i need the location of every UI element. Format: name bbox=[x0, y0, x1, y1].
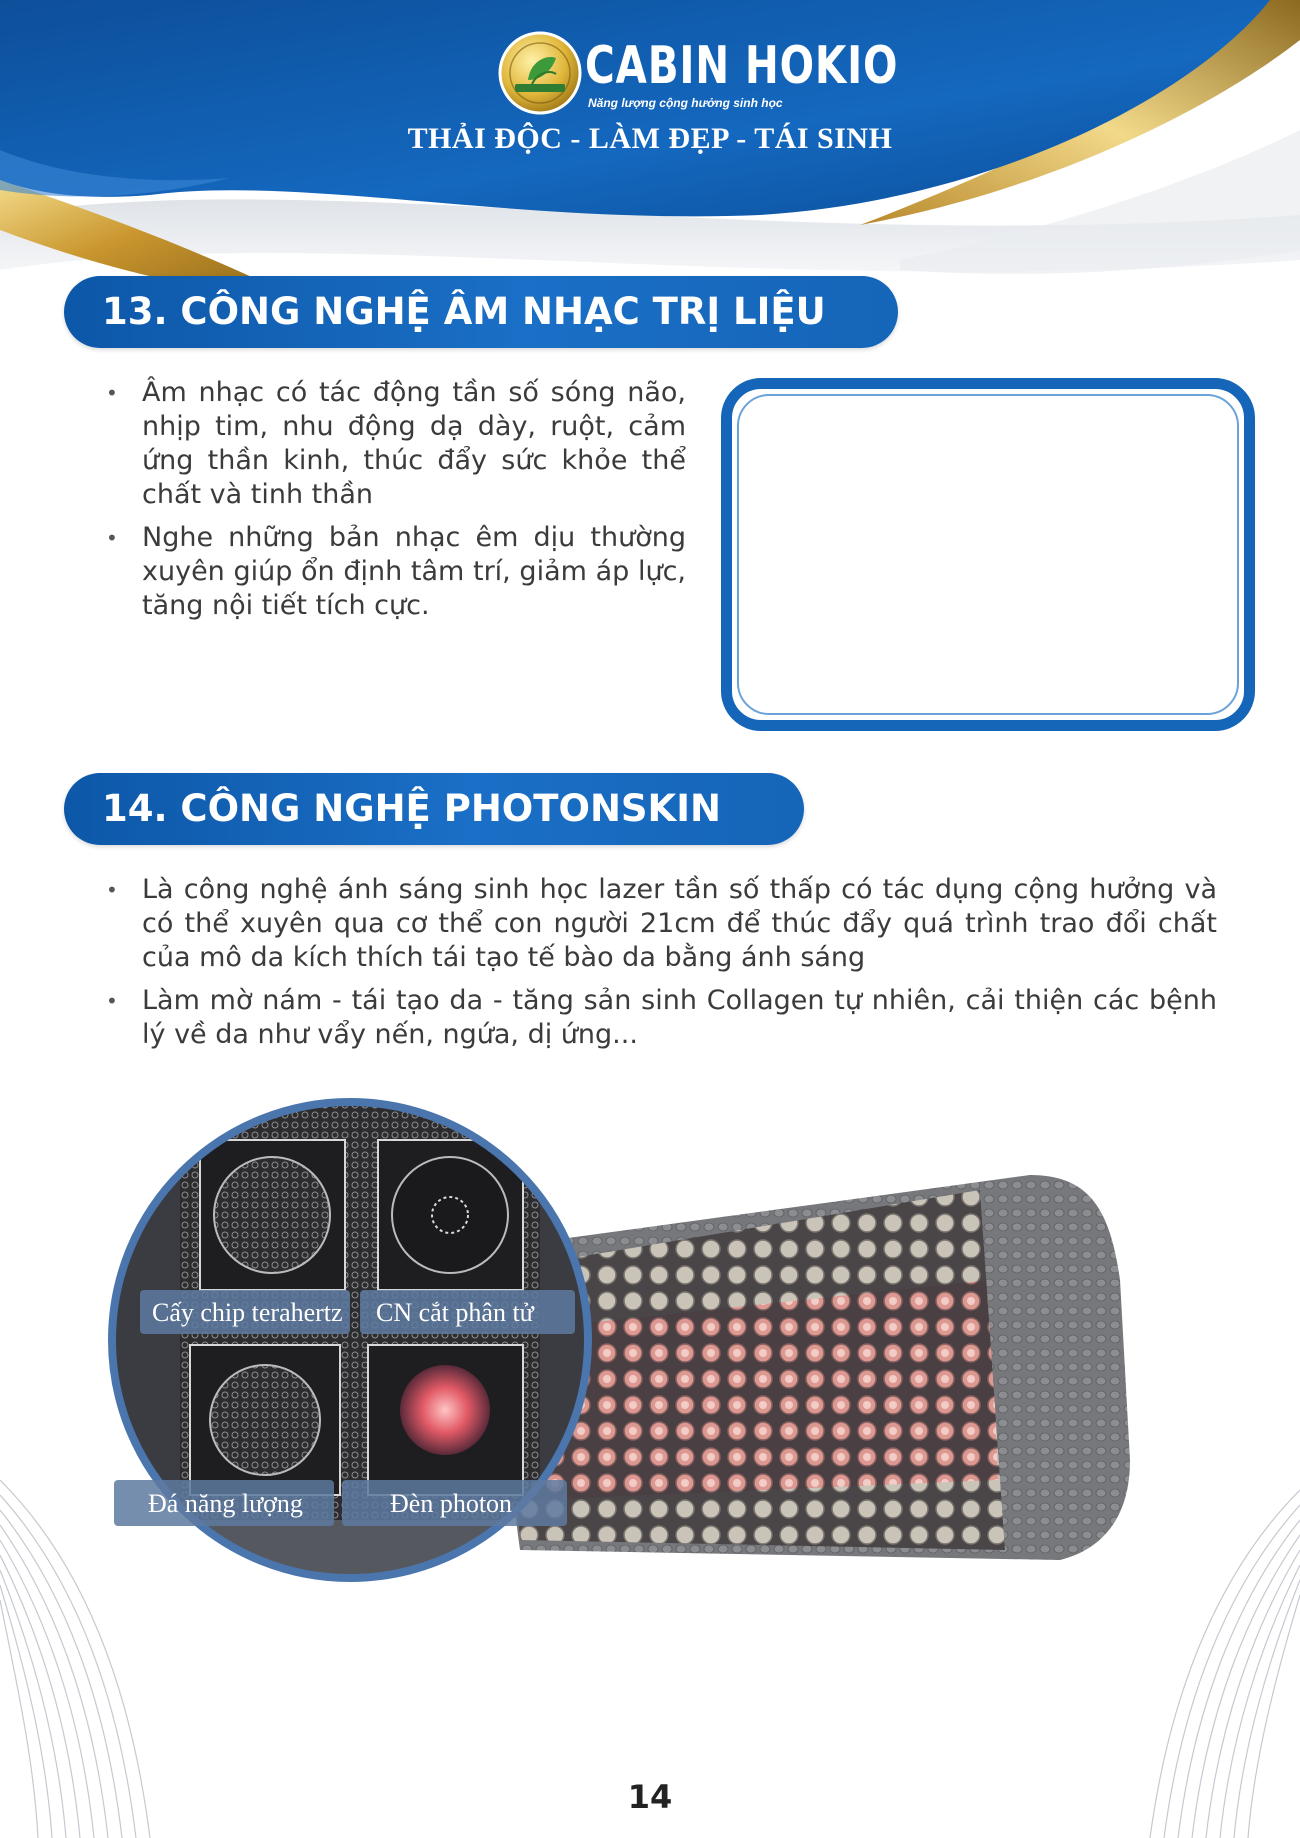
bullet-dot-icon: • bbox=[106, 878, 118, 902]
photo-label-chip bbox=[140, 1290, 350, 1334]
page-number: 14 bbox=[627, 1778, 673, 1816]
brand-slogan: Năng lượng cộng hưởng sinh học bbox=[588, 96, 783, 110]
photo-label-energy-stone bbox=[114, 1480, 334, 1526]
section-14-title: 14. CÔNG NGHỆ PHOTONSKIN bbox=[102, 787, 721, 830]
list-item: • Nghe những bản nhạc êm dịu thường xuyên giúp ổn định tâm trí, giảm áp lực, tăng nội tiết tích cực. bbox=[106, 522, 686, 621]
svg-text:Cấy chip terahertz: Cấy chip terahertz bbox=[152, 1298, 343, 1327]
list-item: • Là công nghệ ánh sáng sinh học lazer tần số thấp có tác dụng cộng hưởng và có thể xuyên qua cơ thể con người 21cm để thúc đẩy quá trình trao đổi chất của mô da kích thích tái tạo tế bào da bằng ánh sáng bbox=[106, 874, 1217, 973]
section-13-title: 13. CÔNG NGHỆ ÂM NHẠC TRỊ LIỆU bbox=[102, 290, 826, 333]
bullet-dot-icon: • bbox=[106, 989, 118, 1013]
photo-label-photon-lamp bbox=[342, 1480, 567, 1526]
bullet-dot-icon: • bbox=[106, 526, 118, 550]
list-item: • Âm nhạc có tác động tần số sóng não, nhịp tim, nhu động dạ dày, ruột, cảm ứng thần kinh, thúc đẩy sức khỏe thể chất và tinh thần bbox=[106, 377, 686, 510]
header-tagline: THẢI ĐỘC - LÀM ĐẸP - TÁI SINH bbox=[407, 122, 893, 155]
bullet-dot-icon: • bbox=[106, 381, 118, 405]
list-item: • Làm mờ nám - tái tạo da - tăng sản sinh Collagen tự nhiên, cải thiện các bệnh lý về da như vẩy nến, ngứa, dị ứng... bbox=[106, 985, 1217, 1050]
svg-text:CN cắt phân tử: CN cắt phân tử bbox=[376, 1298, 534, 1327]
svg-text:Đèn photon: Đèn photon bbox=[390, 1489, 513, 1518]
photo-label-molecular bbox=[360, 1290, 575, 1334]
brand-name: CABIN HOKIO bbox=[585, 36, 899, 96]
svg-text:Đá năng lượng: Đá năng lượng bbox=[148, 1489, 303, 1518]
photonskin-product-photo bbox=[100, 1080, 1220, 1660]
